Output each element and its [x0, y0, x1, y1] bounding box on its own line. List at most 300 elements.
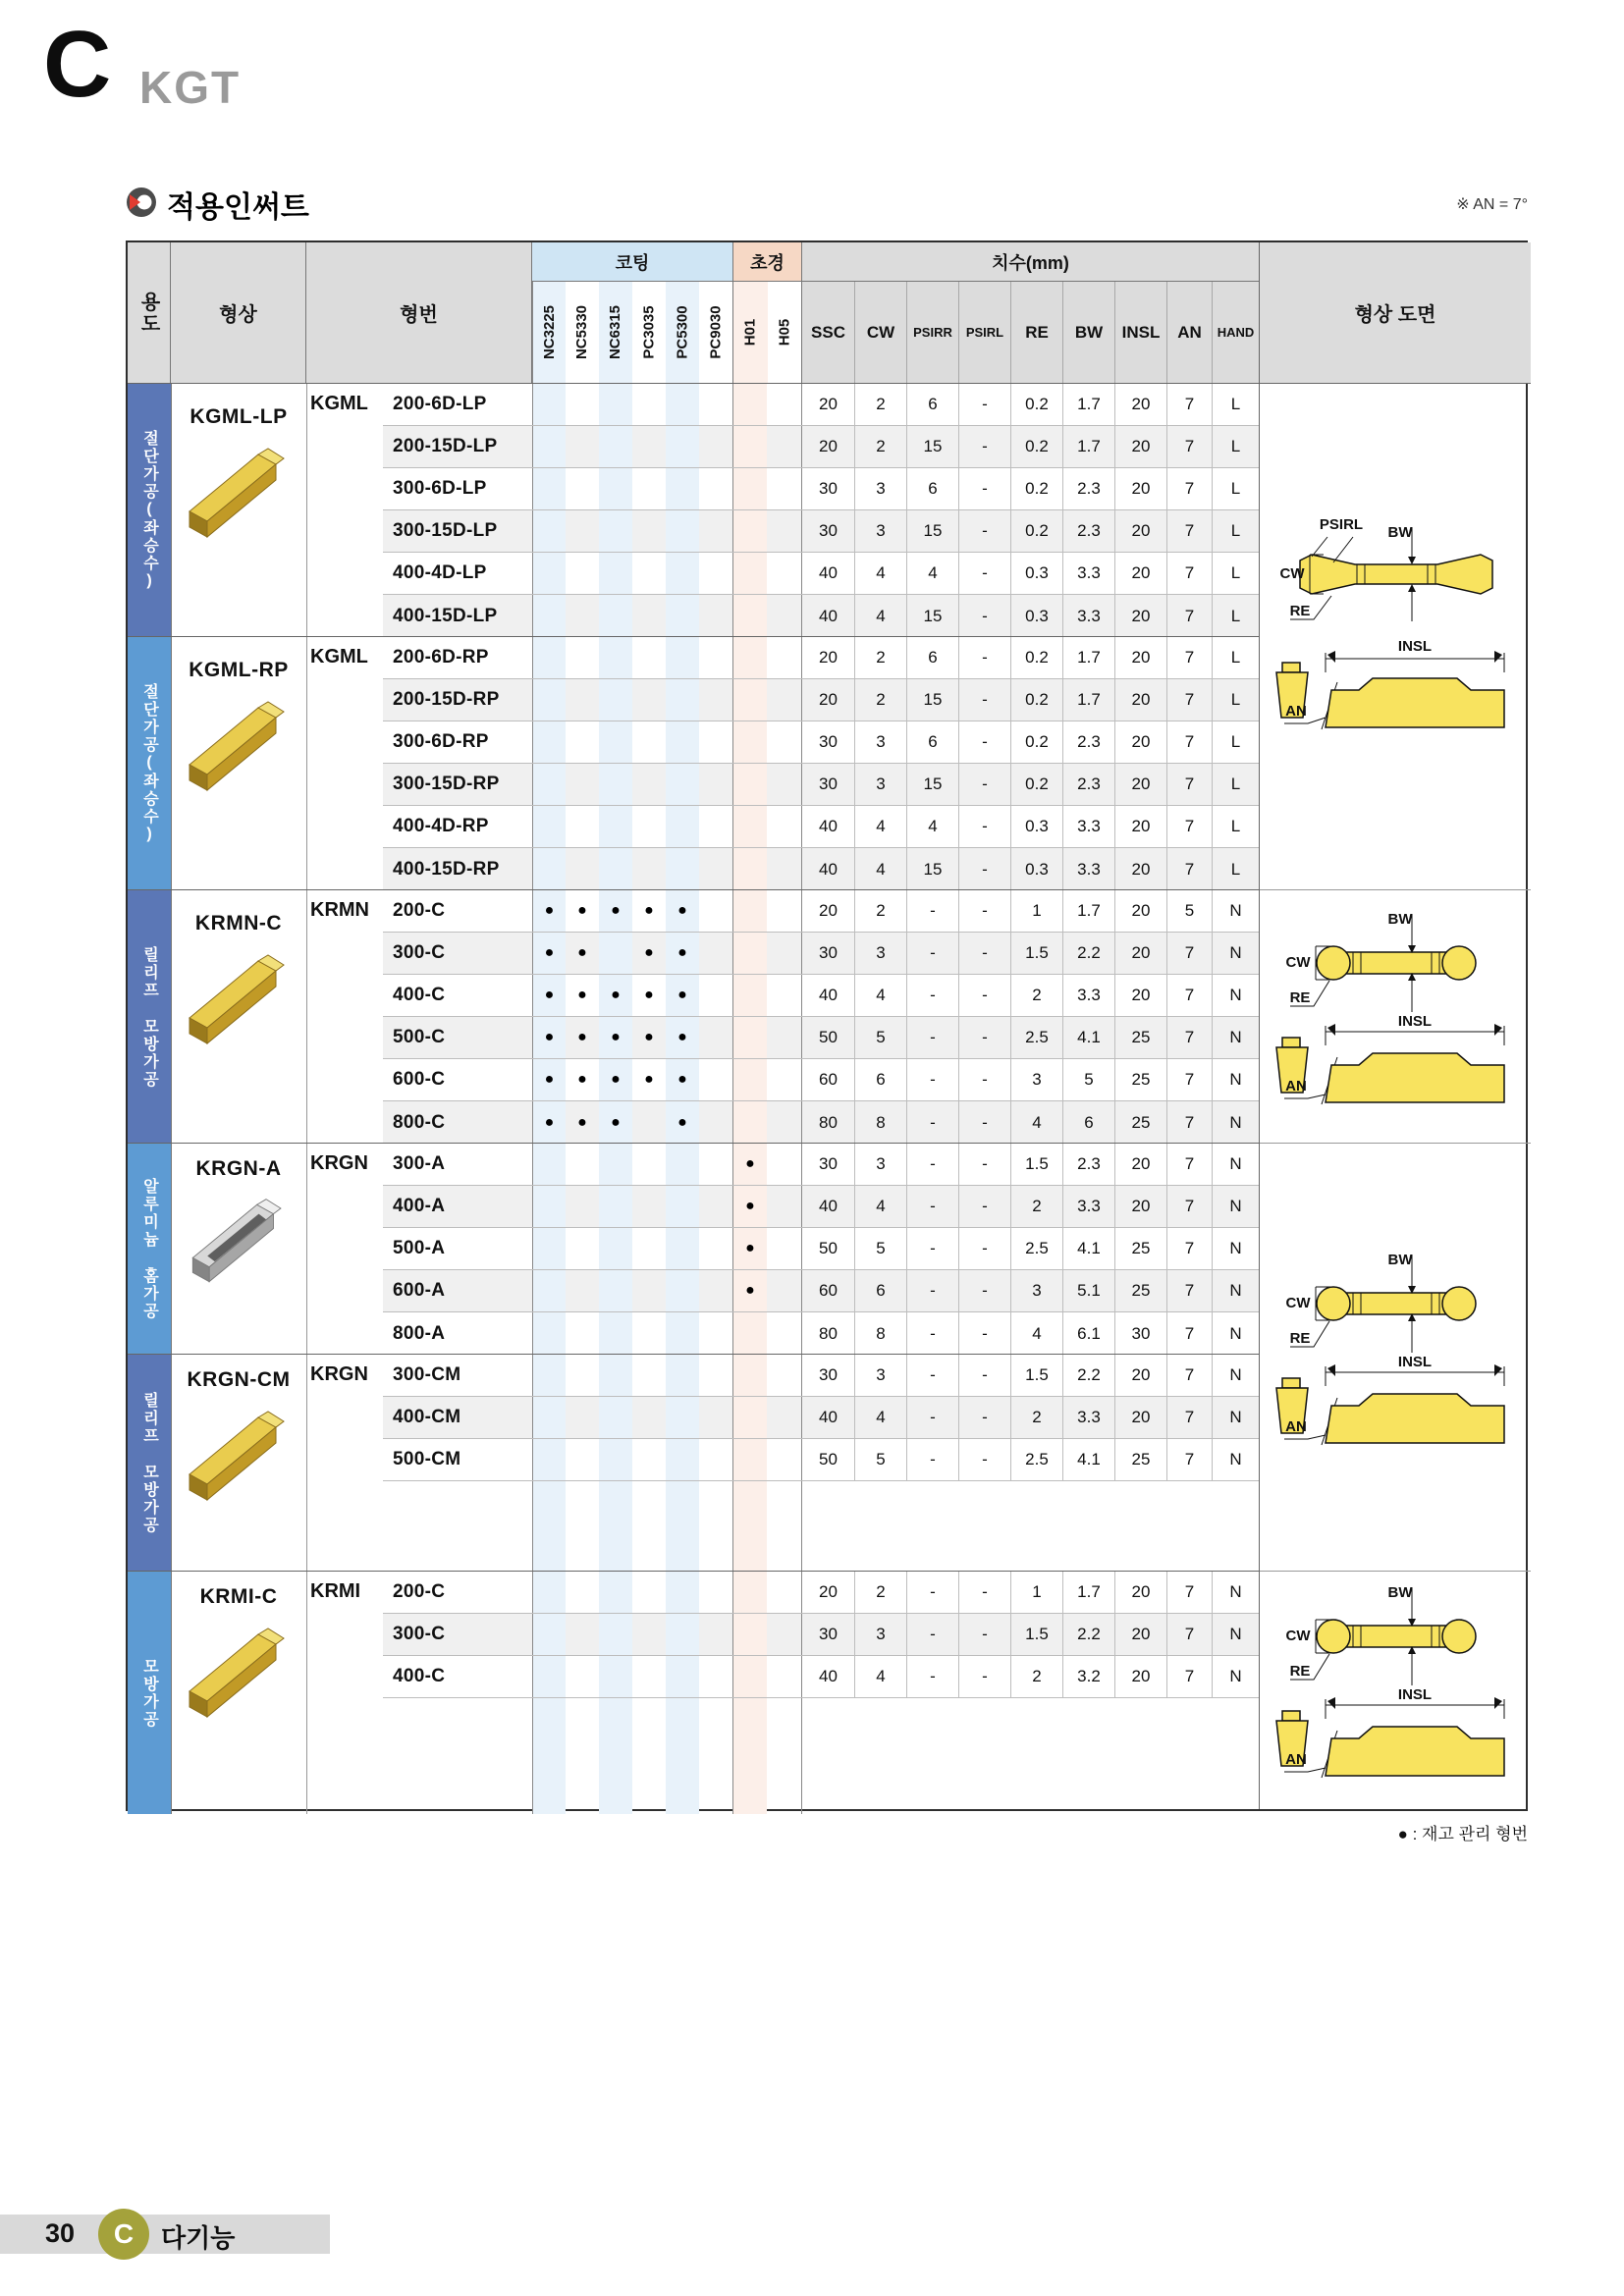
carb-dot-h05 [767, 1228, 801, 1269]
insert-photo-gold [172, 1609, 305, 1727]
dim-ssc: 20 [801, 1572, 854, 1613]
diagram-label-bw: BW [1387, 1584, 1413, 1601]
shape-cell [171, 890, 307, 1144]
section-code: KGT [139, 62, 242, 113]
dim-ssc: 40 [801, 1397, 854, 1438]
dim-re: 4 [1010, 1101, 1062, 1144]
part-number: 400-15D-LP [393, 605, 498, 626]
coat-dot-pc3035 [632, 426, 666, 467]
coat-dot-pc5300 [666, 1059, 699, 1100]
grade-h01 [733, 282, 768, 383]
diagram-label-insl: INSL [1397, 1686, 1433, 1703]
coat-dot-pc3035 [632, 975, 666, 1016]
dim-bw: 3.3 [1062, 1397, 1114, 1438]
part-number: 400-4D-RP [393, 816, 489, 836]
dim-bw: 3.3 [1062, 806, 1114, 847]
col-header-shape-label: 형상 [219, 304, 257, 326]
coat-dot-pc9030 [699, 1228, 732, 1269]
dim-an: 7 [1166, 384, 1212, 425]
group-krgn-cm [128, 1354, 1259, 1572]
group-kgml-rp [128, 636, 1259, 890]
coat-dot-nc6315 [599, 510, 632, 552]
part-number: 300-6D-RP [393, 731, 489, 752]
coat-dot-nc5330 [566, 553, 599, 594]
coat-dot-nc3225 [532, 426, 566, 467]
dim-cw: 3 [854, 510, 906, 552]
dim-insl: 20 [1114, 595, 1166, 637]
stock-legend: ● : 재고 관리 형번 [1397, 1825, 1528, 1843]
dim-bw: 2.2 [1062, 1614, 1114, 1655]
coat-dot-pc3035 [632, 890, 666, 932]
dim-an: 7 [1166, 510, 1212, 552]
coat-dot-pc5300 [666, 595, 699, 637]
carb-dot-h01 [732, 510, 767, 552]
dim-psirr: 15 [906, 426, 958, 467]
coat-dot-nc5330 [566, 510, 599, 552]
coat-dot-nc6315 [599, 1101, 632, 1144]
part-number: 300-C [393, 942, 446, 963]
dim-bw: 1.7 [1062, 384, 1114, 425]
dim-psirr: - [906, 1017, 958, 1058]
dim-psirr: - [906, 1439, 958, 1480]
dim-cw: 3 [854, 764, 906, 805]
dim-re: 0.3 [1010, 553, 1062, 594]
dim-header-cw: CW [854, 282, 906, 383]
coat-dot-nc3225 [532, 933, 566, 974]
dim-psirl: - [958, 1355, 1010, 1396]
diagram-label-bw: BW [1387, 524, 1413, 541]
drawing-column [1259, 242, 1531, 1809]
diagram-label-psirl: PSIRL [1319, 516, 1364, 533]
dim-hand: N [1212, 1355, 1259, 1396]
dim-re: 2 [1010, 975, 1062, 1016]
dim-hand: N [1212, 1397, 1259, 1438]
dim-bw: 4.1 [1062, 1228, 1114, 1269]
dim-insl: 25 [1114, 1017, 1166, 1058]
carb-dot-h01 [732, 975, 767, 1016]
dim-bw: 2.2 [1062, 1355, 1114, 1396]
carb-dot-h05 [767, 933, 801, 974]
coat-dot-pc3035 [632, 764, 666, 805]
filler-row [383, 1698, 1259, 1814]
dim-cw: 4 [854, 1656, 906, 1697]
dim-bw: 2.3 [1062, 510, 1114, 552]
table-row [383, 1017, 1259, 1059]
dim-cw: 2 [854, 637, 906, 678]
dim-bw: 3.3 [1062, 848, 1114, 890]
dim-psirl: - [958, 1186, 1010, 1227]
filler-cell [566, 1481, 599, 1572]
filler-cell [532, 1481, 566, 1572]
coat-dot-nc5330 [566, 1312, 599, 1355]
carb-dot-h01 [732, 1059, 767, 1100]
dim-cw: 5 [854, 1439, 906, 1480]
dim-header-insl: INSL [1114, 282, 1166, 383]
dim-psirl: - [958, 764, 1010, 805]
grade-label: NC3225 [541, 304, 559, 360]
coat-dot-pc3035 [632, 1656, 666, 1697]
carb-dot-h01 [732, 1186, 767, 1227]
coat-dot-nc3225 [532, 1228, 566, 1269]
coat-dot-nc6315 [599, 890, 632, 932]
shape-cell [171, 1144, 307, 1355]
part-number: 300-A [393, 1153, 446, 1174]
coating-grade-headers [532, 282, 732, 383]
dim-ssc: 40 [801, 806, 854, 847]
coat-dot-nc3225 [532, 1572, 566, 1613]
coat-dot-nc3225 [532, 721, 566, 763]
carb-dot-h01 [732, 384, 767, 425]
dim-cw: 2 [854, 1572, 906, 1613]
usage-cell [128, 1572, 172, 1814]
coat-dot-nc5330 [566, 1572, 599, 1613]
footer-section-badge: C [98, 2209, 149, 2260]
dim-psirl: - [958, 384, 1010, 425]
dim-psirr: 6 [906, 721, 958, 763]
coat-dot-pc9030 [699, 553, 732, 594]
coat-dot-nc5330 [566, 468, 599, 509]
coat-dot-pc3035 [632, 806, 666, 847]
diagram-label-re: RE [1289, 603, 1311, 619]
dim-an: 7 [1166, 1656, 1212, 1697]
carb-dot-h01 [732, 848, 767, 890]
carb-dot-h05 [767, 1397, 801, 1438]
dim-psirr: - [906, 1397, 958, 1438]
coat-dot-pc3035 [632, 1017, 666, 1058]
coat-dot-pc5300 [666, 1397, 699, 1438]
filler-cell [854, 1698, 906, 1814]
group-kgml-lp [128, 383, 1259, 637]
dim-cw: 5 [854, 1228, 906, 1269]
table-row [383, 595, 1259, 637]
coat-dot-pc9030 [699, 1144, 732, 1185]
dim-psirl: - [958, 595, 1010, 637]
dim-cw: 6 [854, 1059, 906, 1100]
coat-dot-pc9030 [699, 848, 732, 890]
coat-dot-pc9030 [699, 1397, 732, 1438]
coat-dot-pc9030 [699, 975, 732, 1016]
dim-ssc: 30 [801, 1614, 854, 1655]
coat-dot-nc6315 [599, 1270, 632, 1311]
coat-dot-nc6315 [599, 1355, 632, 1396]
dim-ssc: 40 [801, 975, 854, 1016]
coat-dot-nc3225 [532, 1017, 566, 1058]
carb-dot-h05 [767, 1355, 801, 1396]
dim-headers [801, 282, 1259, 383]
carb-dot-h05 [767, 468, 801, 509]
dim-psirr: - [906, 1101, 958, 1144]
dim-re: 2.5 [1010, 1228, 1062, 1269]
dim-insl: 20 [1114, 975, 1166, 1016]
coat-dot-nc5330 [566, 1439, 599, 1480]
dim-psirr: - [906, 1656, 958, 1697]
carb-dot-h01 [732, 426, 767, 467]
coat-dot-pc9030 [699, 1439, 732, 1480]
dim-psirl: - [958, 1572, 1010, 1613]
dim-psirr: - [906, 933, 958, 974]
coat-dot-nc5330 [566, 637, 599, 678]
carb-dot-h05 [767, 637, 801, 678]
rows [383, 1144, 1259, 1355]
filler-cell [699, 1481, 732, 1572]
coat-dot-nc5330 [566, 975, 599, 1016]
dim-insl: 20 [1114, 679, 1166, 721]
usage-label: 절단가공(좌승수) [140, 430, 158, 591]
table-row [383, 1101, 1259, 1144]
dim-cw: 4 [854, 806, 906, 847]
part-number: 400-A [393, 1196, 446, 1216]
dim-psirl: - [958, 1614, 1010, 1655]
carb-dot-h01 [732, 1101, 767, 1144]
coat-dot-nc5330 [566, 1017, 599, 1058]
coat-dot-pc3035 [632, 1186, 666, 1227]
dim-hand: L [1212, 637, 1259, 678]
dim-psirr: 6 [906, 384, 958, 425]
dim-hand: N [1212, 1059, 1259, 1100]
coat-dot-pc3035 [632, 510, 666, 552]
dim-an: 7 [1166, 1186, 1212, 1227]
dim-psirr: - [906, 1228, 958, 1269]
dim-ssc: 60 [801, 1270, 854, 1311]
dim-ssc: 30 [801, 933, 854, 974]
shape-drawing-krmi [1260, 1571, 1531, 1810]
dim-re: 0.2 [1010, 384, 1062, 425]
coat-dot-nc5330 [566, 890, 599, 932]
dim-hand: N [1212, 1228, 1259, 1269]
coat-dot-pc3035 [632, 384, 666, 425]
coat-dot-nc3225 [532, 1059, 566, 1100]
coat-dot-nc5330 [566, 679, 599, 721]
part-number: 500-CM [393, 1449, 461, 1469]
dim-an: 7 [1166, 1397, 1212, 1438]
coat-dot-nc3225 [532, 1397, 566, 1438]
dim-an: 7 [1166, 1270, 1212, 1311]
table-row [383, 1312, 1259, 1355]
dim-re: 0.2 [1010, 510, 1062, 552]
dim-psirr: 15 [906, 595, 958, 637]
coat-dot-nc3225 [532, 848, 566, 890]
dim-header-hand: HAND [1212, 282, 1259, 383]
coat-dot-pc5300 [666, 890, 699, 932]
coat-dot-pc3035 [632, 595, 666, 637]
coat-dot-pc9030 [699, 721, 732, 763]
dim-psirl: - [958, 637, 1010, 678]
dim-psirr: 15 [906, 848, 958, 890]
grade-h05 [768, 282, 802, 383]
coat-dot-pc3035 [632, 721, 666, 763]
filler-cell [599, 1481, 632, 1572]
coat-dot-nc3225 [532, 510, 566, 552]
filler-cell [906, 1481, 958, 1572]
dim-re: 0.3 [1010, 848, 1062, 890]
coat-dot-pc5300 [666, 933, 699, 974]
carb-dot-h05 [767, 679, 801, 721]
grade-pc5300 [666, 282, 699, 383]
dim-psirr: 6 [906, 637, 958, 678]
dim-bw: 3.3 [1062, 1186, 1114, 1227]
dim-bw: 2.2 [1062, 933, 1114, 974]
coat-dot-pc3035 [632, 1144, 666, 1185]
dim-re: 0.2 [1010, 637, 1062, 678]
shape-label: KRMN-C [194, 912, 283, 934]
coat-dot-pc3035 [632, 553, 666, 594]
table-row [383, 1059, 1259, 1101]
dim-an: 7 [1166, 1059, 1212, 1100]
carb-dot-h05 [767, 553, 801, 594]
coat-dot-nc5330 [566, 764, 599, 805]
dim-bw: 2.3 [1062, 721, 1114, 763]
coat-dot-nc6315 [599, 1017, 632, 1058]
coat-dot-nc3225 [532, 384, 566, 425]
grade-label: H05 [776, 318, 793, 347]
coat-dot-nc6315 [599, 1397, 632, 1438]
carb-dot-h01 [732, 1017, 767, 1058]
coat-dot-pc3035 [632, 1228, 666, 1269]
dim-an: 7 [1166, 679, 1212, 721]
dim-ssc: 60 [801, 1059, 854, 1100]
part-number: 800-C [393, 1111, 446, 1133]
dim-header-psirr: PSIRR [906, 282, 958, 383]
table-row [383, 1439, 1259, 1481]
dim-psirr: 15 [906, 510, 958, 552]
rows [383, 890, 1259, 1144]
dim-psirl: - [958, 1101, 1010, 1144]
carb-dot-h01 [732, 1228, 767, 1269]
coat-dot-pc3035 [632, 1397, 666, 1438]
filler-cell [1114, 1698, 1166, 1814]
coat-dot-nc6315 [599, 679, 632, 721]
dim-psirr: 6 [906, 468, 958, 509]
coat-dot-pc5300 [666, 426, 699, 467]
rows [383, 384, 1259, 637]
dim-re: 2 [1010, 1186, 1062, 1227]
dim-psirr: - [906, 1572, 958, 1613]
dim-psirl: - [958, 933, 1010, 974]
dim-an: 7 [1166, 1355, 1212, 1396]
coat-dot-nc3225 [532, 637, 566, 678]
dim-bw: 5.1 [1062, 1270, 1114, 1311]
shape-drawing-krmn [1260, 889, 1531, 1144]
table-row [383, 933, 1259, 975]
coat-dot-nc3225 [532, 1355, 566, 1396]
coat-dot-pc5300 [666, 510, 699, 552]
diagram-label-insl: INSL [1397, 1353, 1433, 1370]
dim-hand: N [1212, 933, 1259, 974]
carb-dot-h01 [732, 1270, 767, 1311]
coat-dot-pc9030 [699, 1186, 732, 1227]
dim-an: 7 [1166, 1144, 1212, 1185]
dim-insl: 25 [1114, 1270, 1166, 1311]
coat-dot-pc9030 [699, 468, 732, 509]
diagram-label-an: AN [1285, 1417, 1307, 1435]
dim-re: 0.3 [1010, 806, 1062, 847]
dim-re: 2 [1010, 1656, 1062, 1697]
part-number: 200-15D-LP [393, 436, 498, 456]
dim-psirr: 4 [906, 553, 958, 594]
carb-dot-h05 [767, 384, 801, 425]
dim-psirl: - [958, 553, 1010, 594]
shape-label: KGML-LP [189, 405, 288, 428]
table-row [383, 1572, 1259, 1614]
shape-cell [171, 384, 307, 637]
carb-dot-h01 [732, 1355, 767, 1396]
coat-dot-nc5330 [566, 806, 599, 847]
dim-re: 1 [1010, 1572, 1062, 1613]
table-row [383, 679, 1259, 721]
usage-label: 알루미늄 홈가공 [140, 1178, 158, 1320]
dim-an: 7 [1166, 1101, 1212, 1144]
shape-drawing-kgml [1260, 383, 1531, 889]
dim-ssc: 80 [801, 1101, 854, 1144]
dim-cw: 6 [854, 1270, 906, 1311]
grade-label: NC5330 [573, 304, 591, 360]
section-letter: C [43, 12, 112, 117]
dim-psirr: - [906, 1144, 958, 1185]
dim-hand: N [1212, 1656, 1259, 1697]
diagram-label-insl: INSL [1397, 638, 1433, 655]
table-row [383, 384, 1259, 426]
dim-insl: 25 [1114, 1439, 1166, 1480]
dim-bw: 3.3 [1062, 975, 1114, 1016]
dim-bw: 3.2 [1062, 1656, 1114, 1697]
shape-label: KGML-RP [189, 659, 289, 681]
dim-insl: 20 [1114, 1186, 1166, 1227]
dim-header-re: RE [1010, 282, 1062, 383]
dim-insl: 20 [1114, 1656, 1166, 1697]
dim-hand: L [1212, 764, 1259, 805]
coat-dot-pc5300 [666, 1439, 699, 1480]
dim-cw: 2 [854, 426, 906, 467]
diagram-label-an: AN [1285, 1077, 1307, 1095]
dim-insl: 25 [1114, 1059, 1166, 1100]
rows [383, 1355, 1259, 1481]
coat-dot-nc5330 [566, 1270, 599, 1311]
carb-dot-h05 [767, 1270, 801, 1311]
dim-re: 0.2 [1010, 679, 1062, 721]
coat-dot-nc3225 [532, 553, 566, 594]
dim-psirl: - [958, 510, 1010, 552]
usage-cell [128, 1355, 172, 1572]
filler-cell [801, 1698, 854, 1814]
coat-dot-pc3035 [632, 1312, 666, 1355]
insert-photo-gold [172, 935, 305, 1053]
carb-dot-h01 [732, 1439, 767, 1480]
coat-dot-pc9030 [699, 806, 732, 847]
coat-dot-pc5300 [666, 1101, 699, 1144]
coat-dot-nc6315 [599, 721, 632, 763]
coat-dot-pc9030 [699, 933, 732, 974]
coat-dot-nc5330 [566, 1614, 599, 1655]
diagram-label-an: AN [1285, 703, 1307, 720]
part-number: 200-6D-RP [393, 647, 489, 667]
filler-cell [958, 1481, 1010, 1572]
grade-label: PC3035 [640, 305, 658, 359]
dim-hand: N [1212, 890, 1259, 932]
filler-cell [599, 1698, 632, 1814]
coat-dot-pc5300 [666, 1572, 699, 1613]
filler-cell [383, 1481, 532, 1572]
dim-cw: 8 [854, 1101, 906, 1144]
dim-ssc: 20 [801, 426, 854, 467]
dim-cw: 2 [854, 384, 906, 425]
model-prefix: KGML [310, 393, 368, 414]
filler-cell [767, 1698, 801, 1814]
carb-dot-h05 [767, 1017, 801, 1058]
carb-dot-h05 [767, 1614, 801, 1655]
coat-dot-nc3225 [532, 468, 566, 509]
coat-dot-pc3035 [632, 468, 666, 509]
coat-dot-pc9030 [699, 1355, 732, 1396]
